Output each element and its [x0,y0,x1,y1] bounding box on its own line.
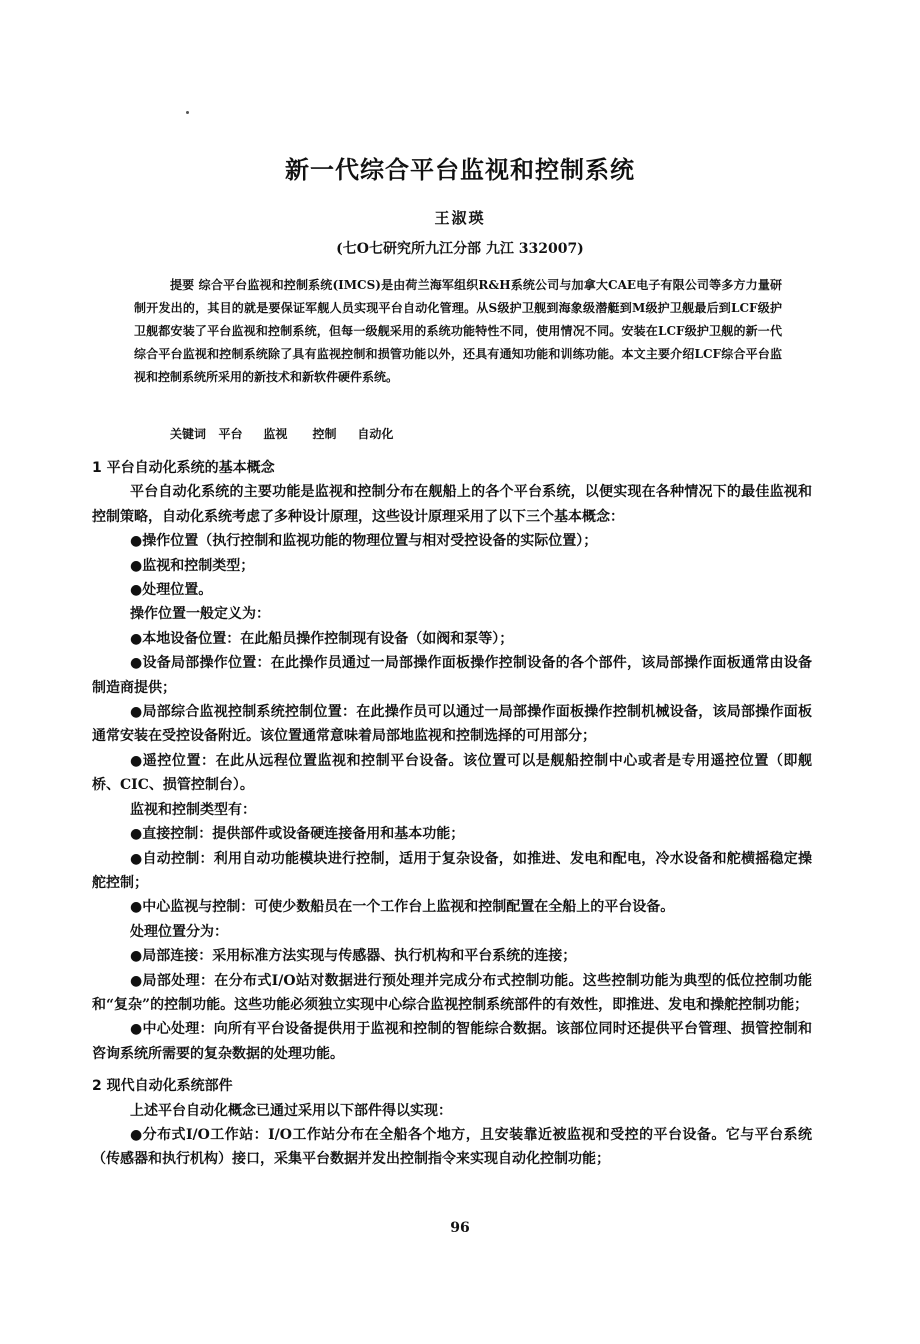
keywords: 关键词 平台 监视 控制 自动化 [170,427,394,441]
paragraph: 操作位置一般定义为： [130,606,270,623]
paragraph: ●中心监视与控制：可使少数船员在一个工作台上监视和控制配置在全船上的平台设备。 [130,899,675,916]
paragraph: ●直接控制：提供部件或设备硬连接备用和基本功能； [130,826,465,843]
paragraph: 处理位置分为： [130,923,228,940]
paragraph: 上述平台自动化概念已通过采用以下部件得以实现： [130,1102,452,1119]
paragraph: ●处理位置。 [130,582,213,599]
body-text [92,456,812,1172]
section-heading-1: 1 平台自动化系统的基本概念 [92,460,275,476]
scan-speck [186,111,189,114]
paragraph: ●自动控制：利用自动功能模块进行控制，适用于复杂设备，如推进、发电和配电，冷水设备和舵横摇稳定操舵控制； [92,850,812,891]
page-number: 96 [450,1220,470,1236]
author-name: 王淑瑛 [434,209,486,227]
paragraph: ●遥控位置：在此从远程位置监视和控制平台设备。该位置可以是舰船控制中心或者是专用遥控位置（即舰桥、CIC、损管控制台）。 [92,752,812,794]
paragraph: 监视和控制类型有： [130,801,256,818]
paragraph: ●设备局部操作位置：在此操作员通过一局部操作面板操作控制设备的各个部件，该局部操作面板通常由设备制造商提供； [92,655,812,696]
paragraph: ●局部综合监视控制系统控制位置：在此操作员可以通过一局部操作面板操作控制机械设备，该局部操作面板通常安装在受控设备附近。该位置通常意味着局部地监视和控制选择的可用部分； [92,704,812,745]
paragraph: ●操作位置（执行控制和监视功能的物理位置与相对受控设备的实际位置）； [130,533,598,550]
paragraph: ●中心处理：向所有平台设备提供用于监视和控制的智能综合数据。该部位同时还提供平台管理、损管控制和咨询系统所需要的复杂数据的处理功能。 [92,1021,812,1062]
paragraph: ●本地设备位置：在此船员操作控制现有设备（如阀和泵等）； [130,630,514,647]
paper-title: 新一代综合平台监视和控制系统 [285,156,635,184]
paragraph: 平台自动化系统的主要功能是监视和控制分布在舰船上的各个平台系统，以便实现在各种情况下的最佳监视和控制策略，自动化系统考虑了多种设计原理，这些设计原理采用了以下三个基本概念： [92,484,812,525]
paragraph: ●局部连接：采用标准方法实现与传感器、执行机构和平台系统的连接； [130,948,577,965]
abstract: 提要 综合平台监视和控制系统(IMCS)是由荷兰海军组织R&H系统公司与加拿大CAE电子有限公司等多方力量研制开发出的，其目的就是要保证军舰人员实现平台自动化管理。从S级护卫舰到海象级潜艇到M级护卫舰最后到LCF级护卫舰都安装了平台监视和控制系统，但每一级舰采用的系统功能特性不同，使用情况不同。安装在LCF级护卫舰的新一代综合平台监视和控制系统除了具有监视控制和损管功能以外，还具有通知功能和训练功能。本文主要介绍LCF综合平台监视和控制系统所采用的新技术和新软件硬件系统。 [134,278,782,384]
author-affiliation: (七O七研究所九江分部 九江 332007) [336,241,584,257]
paragraph: ●局部处理：在分布式I/O站对数据进行预处理并完成分布式控制功能。这些控制功能为典型的低位控制功能和“复杂”的控制功能。这些功能必须独立实现中心综合监视控制系统部件的有效性，即推进、发电和操舵控制功能； [92,972,812,1013]
paragraph: ●监视和控制类型； [130,557,255,574]
paragraph: ●分布式I/O工作站：I/O工作站分布在全船各个地方，且安装靠近被监视和受控的平台设备。它与平台系统（传感器和执行机构）接口，采集平台数据并发出控制指令来实现自动化控制功能； [92,1126,812,1168]
section-heading-2: 2 现代自动化系统部件 [92,1078,233,1095]
